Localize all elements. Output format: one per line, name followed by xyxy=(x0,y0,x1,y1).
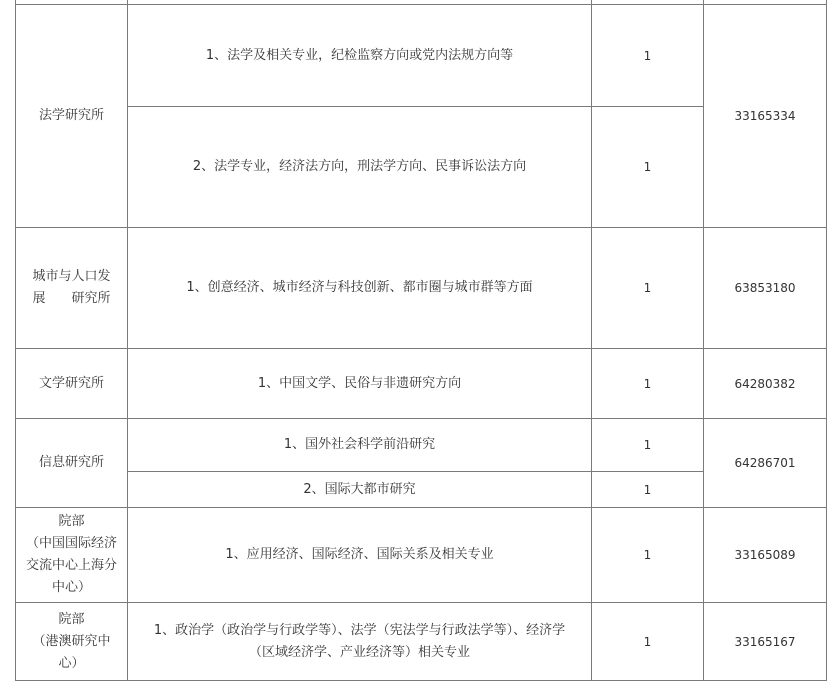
department-name: （中国国际经济 xyxy=(25,536,117,551)
positions-table xyxy=(15,0,827,681)
phone-cell: 64280382 xyxy=(704,349,827,419)
headcount-cell: 1 xyxy=(592,419,704,472)
research-direction: 2、法学专业，经济法方向，刑法学方向、民事诉讼法方向 xyxy=(192,159,527,174)
phone-cell: 33165167 xyxy=(704,603,827,681)
headcount-cell: 1 xyxy=(592,228,704,349)
department-name: 心） xyxy=(58,655,85,671)
headcount-cell: 1 xyxy=(592,603,704,681)
research-direction: 1、创意经济、城市经济与科技创新、都市圈与城市群等方面 xyxy=(186,280,533,295)
research-direction-cell xyxy=(128,508,592,603)
department-cell xyxy=(16,419,128,508)
department-cell xyxy=(16,508,128,603)
research-direction-cell xyxy=(128,603,592,681)
department-name: 院部 xyxy=(58,514,85,529)
table-row xyxy=(16,508,827,603)
research-direction-cell xyxy=(128,107,592,228)
phone-cell: 33165334 xyxy=(704,5,827,228)
table-row xyxy=(16,349,827,419)
table-row xyxy=(16,5,827,107)
research-direction: 2、国际大都市研究 xyxy=(303,481,416,497)
phone-cell: 63853180 xyxy=(704,228,827,349)
department-name: （港澳研究中 xyxy=(32,633,111,649)
department-name: 中心） xyxy=(51,580,91,595)
department-cell xyxy=(16,228,128,349)
headcount-cell: 1 xyxy=(592,472,704,508)
department-name: 城市与人口发 xyxy=(32,269,111,284)
phone-cell: 64286701 xyxy=(704,419,827,508)
department-cell xyxy=(16,603,128,681)
research-direction: 1、中国文学、民俗与非遗研究方向 xyxy=(257,375,462,391)
research-direction-cell xyxy=(128,349,592,419)
research-direction-cell xyxy=(128,228,592,349)
table-row xyxy=(16,603,827,681)
department-name: 展 研究所 xyxy=(32,291,111,306)
research-direction-cell xyxy=(128,419,592,472)
headcount-cell: 1 xyxy=(592,5,704,107)
research-direction-cell xyxy=(128,472,592,508)
research-direction: （区域经济学、产业经济等）相关专业 xyxy=(248,644,470,660)
department-name: 交流中心上海分 xyxy=(25,558,117,573)
headcount-cell: 1 xyxy=(592,107,704,228)
department-name: 院部 xyxy=(58,611,85,627)
department-name: 信息研究所 xyxy=(38,455,104,470)
phone-cell: 33165089 xyxy=(704,508,827,603)
headcount-cell: 1 xyxy=(592,508,704,603)
department-name: 法学研究所 xyxy=(38,108,104,123)
table-row xyxy=(16,228,827,349)
research-direction: 1、政治学（政治学与行政学等）、法学（宪法学与行政法学等）、经济学 xyxy=(153,622,566,638)
department-cell xyxy=(16,349,128,419)
department-name: 文学研究所 xyxy=(38,375,104,391)
research-direction: 1、国外社会科学前沿研究 xyxy=(283,437,436,452)
headcount-cell: 1 xyxy=(592,349,704,419)
table-row xyxy=(16,419,827,472)
department-cell xyxy=(16,5,128,228)
research-direction: 1、应用经济、国际经济、国际关系及相关专业 xyxy=(225,547,494,562)
research-direction: 1、法学及相关专业，纪检监察方向或党内法规方向等 xyxy=(205,47,514,63)
research-direction-cell xyxy=(128,5,592,107)
